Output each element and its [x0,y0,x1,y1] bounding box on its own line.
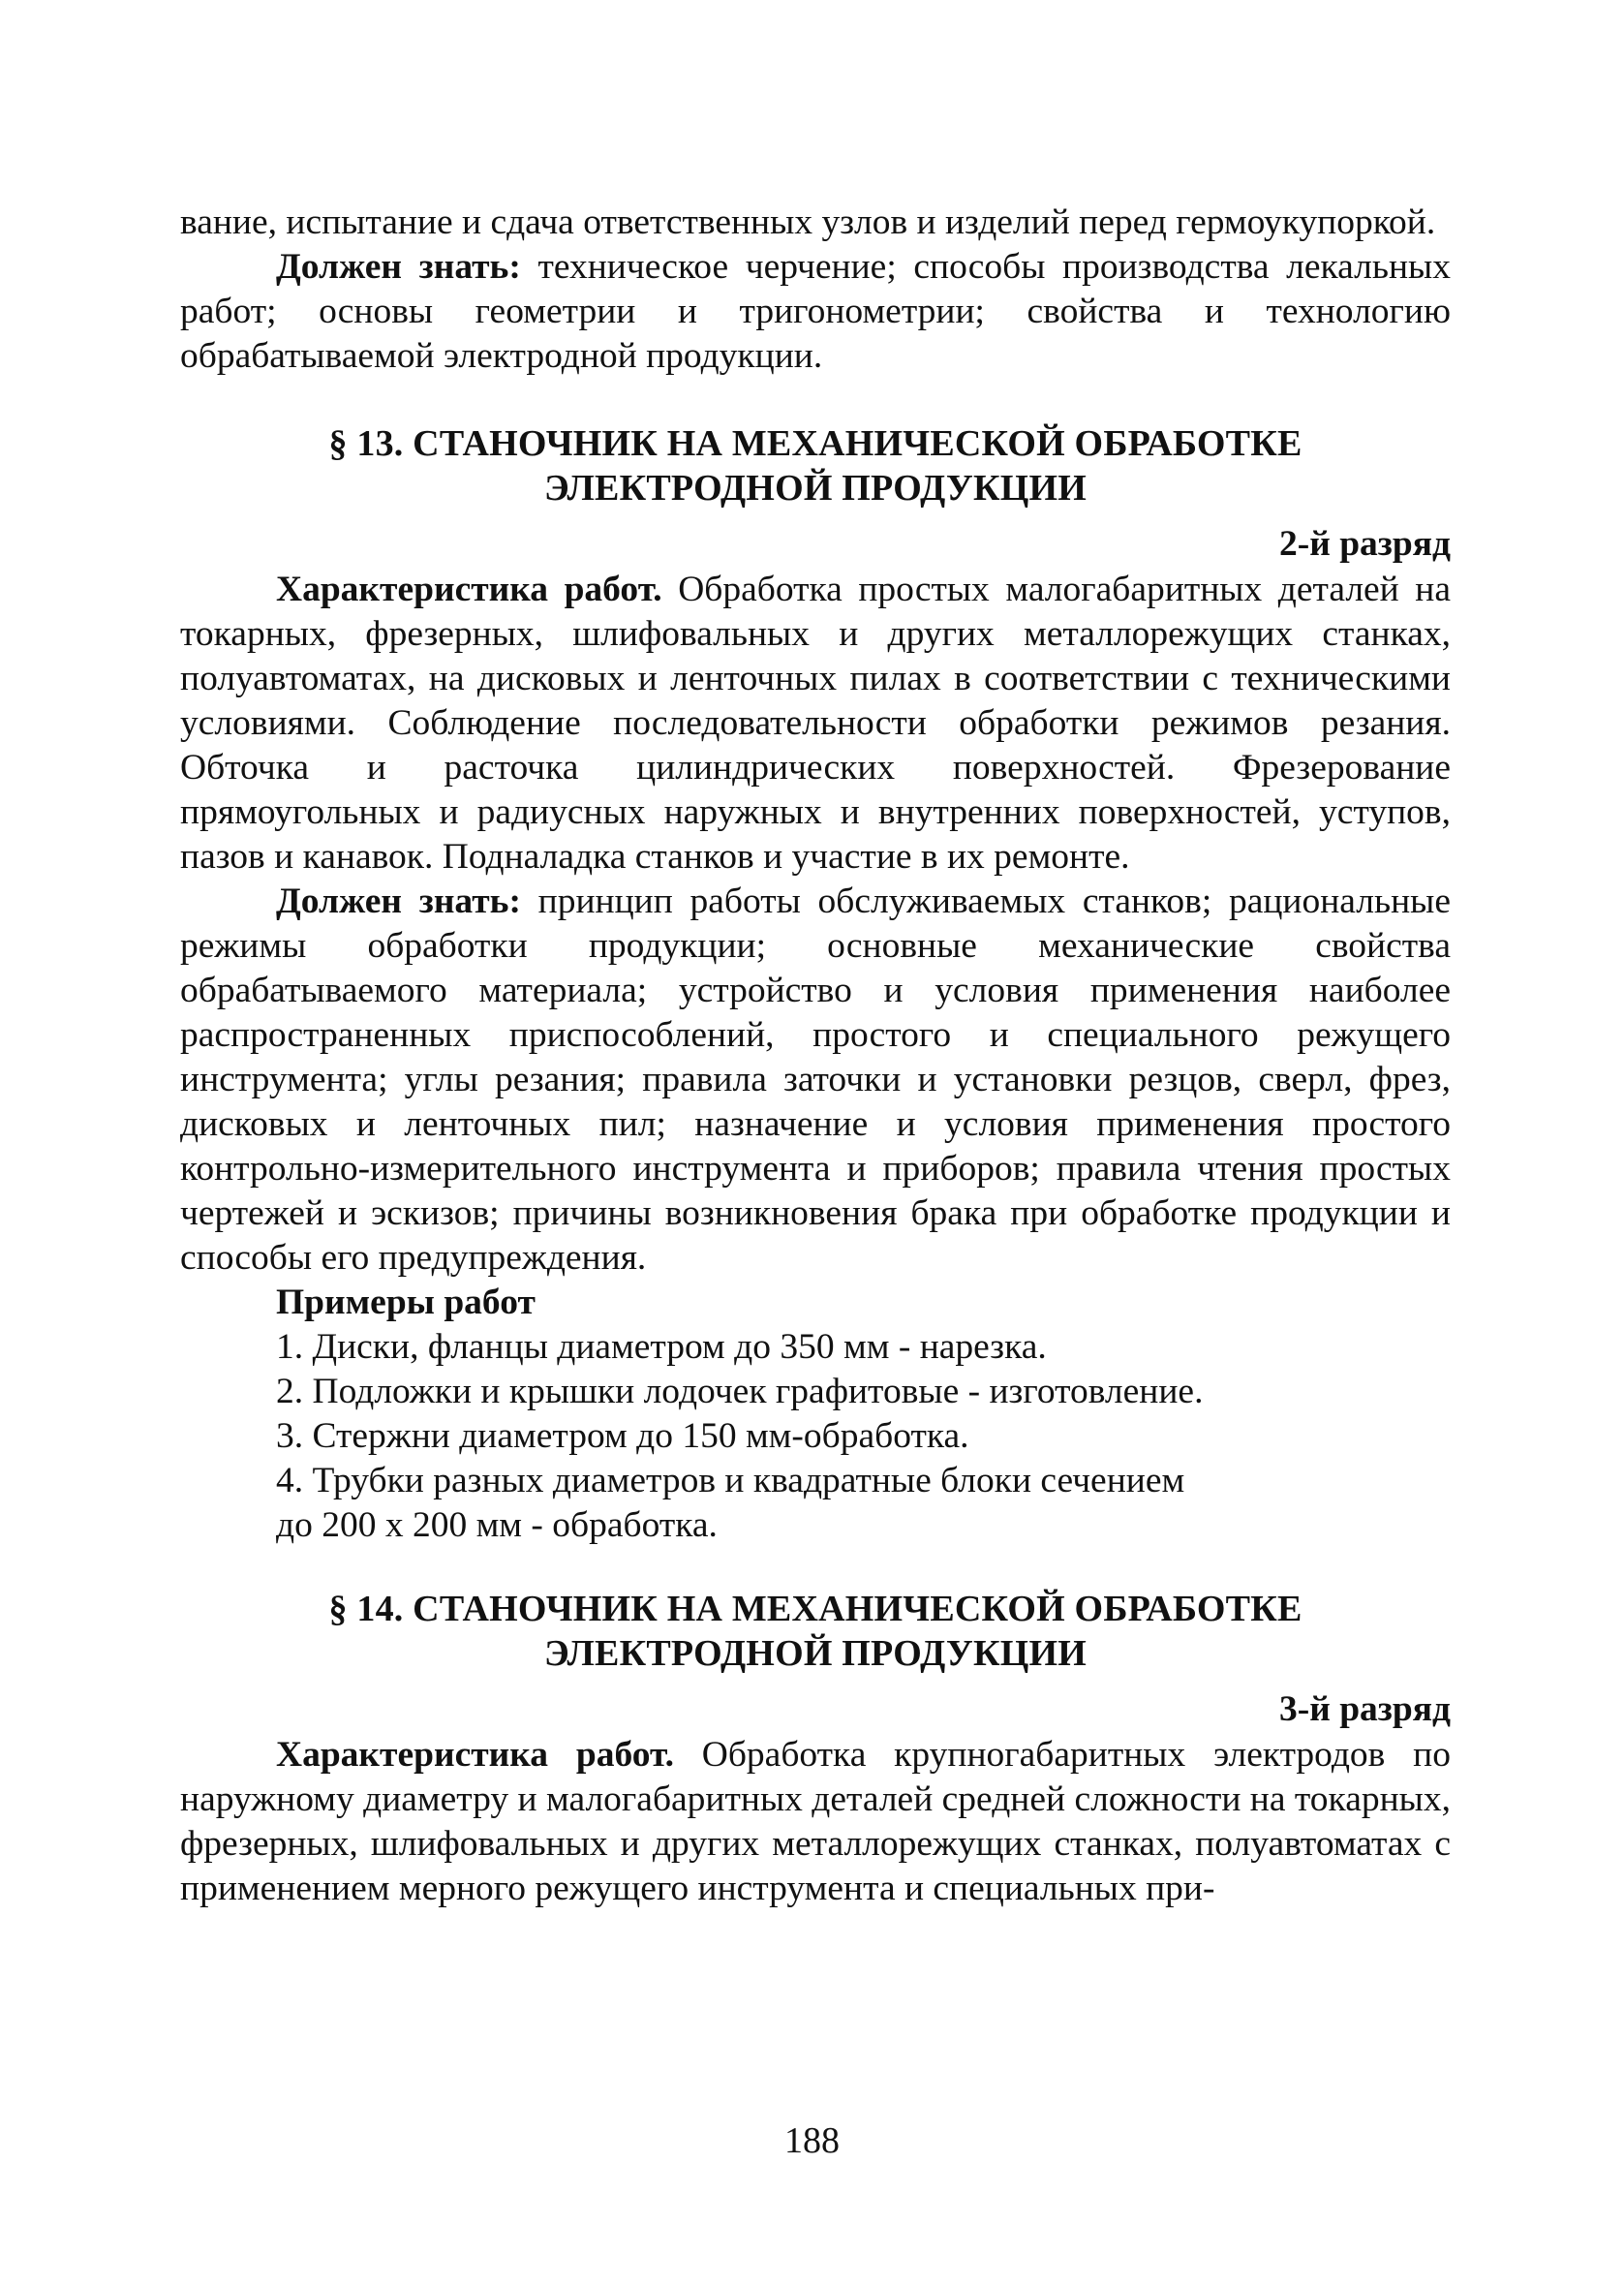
section-13-title-line1: § 13. СТАНОЧНИК НА МЕХАНИЧЕСКОЙ ОБРАБОТКЕ [328,423,1302,464]
characteristic-text: Обработка простых малогабаритных деталей на токарных, фрезерных, шлифовальных и других металлорежущих станках, полуавтоматах, на дисковых и ленточных пилах в соответствии с техническими условиями. Соблюдение последовательности обработки режимов резания. Обточка и расточка цилиндрических поверхностей. Фрезерование прямоугольных и радиусных наружных и внутренних поверхностей, уступов, пазов и канавок. Подналадка станков и участие в их ремонте. [180,570,1451,877]
intro-continuation: вание, испытание и сдача ответственных узлов и изделий перед гермоукупоркой. [180,202,1436,242]
section-14-characteristic [180,1733,1451,1911]
section-14-rank: 3-й разряд [1278,1689,1451,1729]
example-item: 1. Диски, фланцы диаметром до 350 мм - нарезка. [276,1327,1047,1367]
example-item: 4. Трубки разных диаметров и квадратные блоки сечением [276,1461,1185,1500]
example-item: 3. Стержни диаметром до 150 мм-обработка. [276,1416,969,1456]
characteristic-label: Характеристика работ. [276,1735,674,1775]
section-13-title [180,421,1451,510]
section-14-title [180,1587,1451,1676]
intro-must-know [180,245,1451,379]
example-item: 2. Подложки и крышки лодочек графитовые - изготовление. [276,1372,1204,1411]
section-14-title-line2: ЭЛЕКТРОДНОЙ ПРОДУКЦИИ [543,1633,1088,1674]
section-14-title-line1: § 14. СТАНОЧНИК НА МЕХАНИЧЕСКОЙ ОБРАБОТКЕ [328,1589,1302,1629]
must-know-label: Должен знать: [276,247,521,287]
must-know-text: техническое черчение; способы производства лекальных работ; основы геометрии и тригонометрии; свойства и технологию обрабатываемой электродной продукции. [180,247,1451,376]
section-13-rank: 2-й разряд [1278,524,1451,564]
examples-label: Примеры работ [276,1283,536,1322]
section-13-must-know [180,880,1451,1281]
characteristic-label: Характеристика работ. [276,570,662,609]
section-13-title-line2: ЭЛЕКТРОДНОЙ ПРОДУКЦИИ [543,468,1088,509]
page-body [180,201,1451,1911]
must-know-label: Должен знать: [276,881,521,921]
section-13-characteristic [180,568,1451,880]
section-13-examples [276,1281,1451,1548]
example-item: до 200 х 200 мм - обработка. [276,1505,718,1545]
characteristic-text: Обработка крупногабаритных электродов по наружному диаметру и малогабаритных деталей средней сложности на токарных, фрезерных, шлифовальных и других металлорежущих станках, полуавтоматах с применением мерного режущего инструмента и специальных при- [180,1735,1452,1908]
must-know-text: принцип работы обслуживаемых станков; рациональные режимы обработки продукции; основные механические свойства обрабатываемого материала; устройство и условия применения наиболее распространенных приспособлений, простого и специального режущего инструмента; углы резания; правила заточки и установки резцов, сверл, фрез, дисковых и ленточных пил; назначение и условия применения простого контрольно-измерительного инструмента и приборов; правила чтения простых чертежей и эскизов; причины возникновения брака при обработке продукции и способы его предупреждения. [180,881,1451,1278]
page-number: 188 [784,2120,840,2161]
